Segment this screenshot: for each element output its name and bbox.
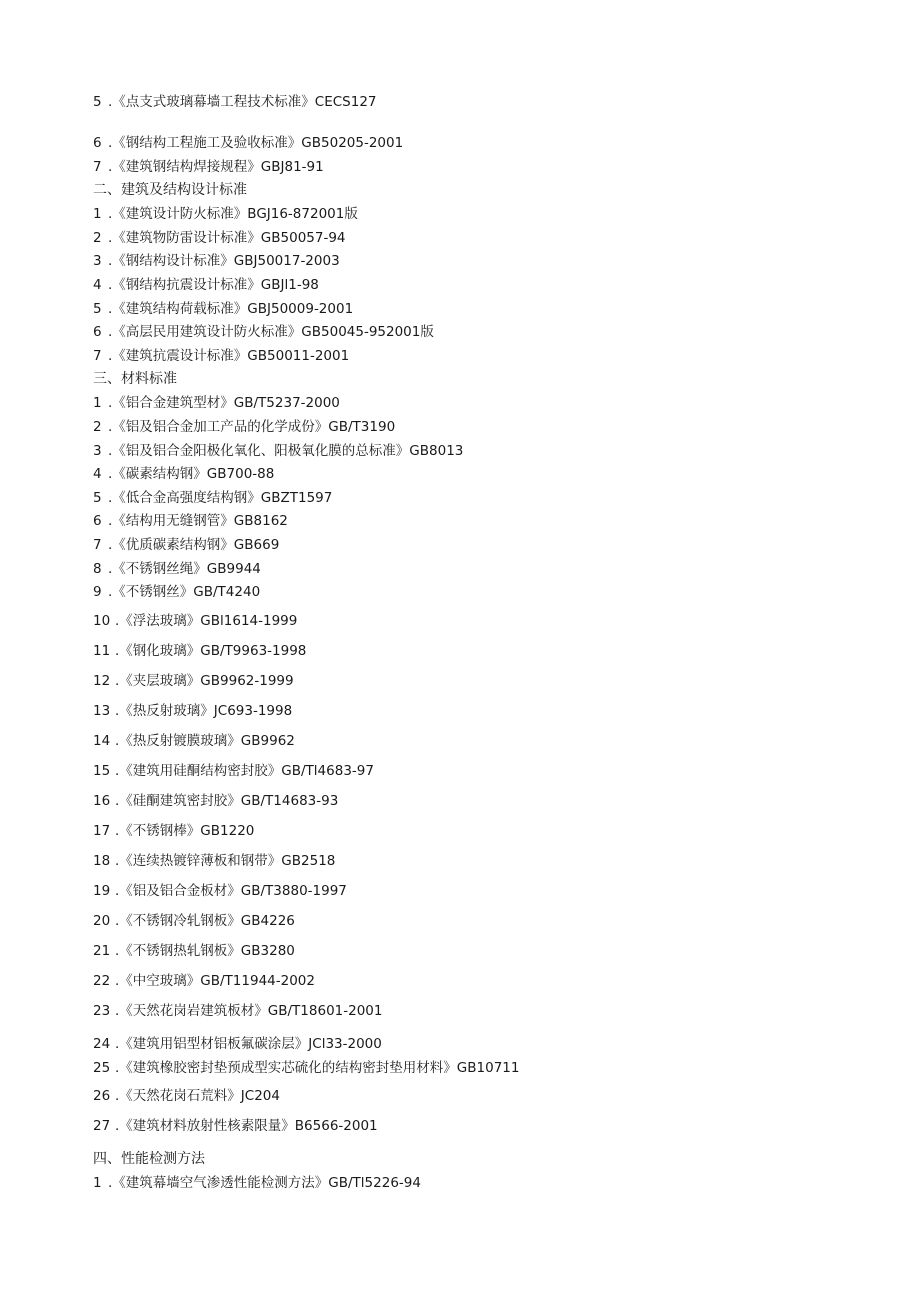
list-item-text: .《钢化玻璃》GB/T9963-1998 — [115, 643, 307, 659]
list-item-number: 7 — [93, 537, 102, 553]
list-item-text: .《夹层玻璃》GB9962-1999 — [115, 673, 294, 689]
list-item-text: .《热反射镀膜玻璃》GB9962 — [115, 733, 295, 749]
list-item-number: 13 — [93, 703, 111, 719]
list-item — [93, 732, 295, 750]
list-item-text: .《热反射玻璃》JC693-1998 — [115, 703, 293, 719]
list-item-text: .《铝及铝合金板材》GB/T3880-1997 — [115, 883, 347, 899]
list-item — [93, 1117, 378, 1135]
list-item-text: .《不锈钢丝绳》GB9944 — [108, 561, 261, 577]
list-item-text: .《铝合金建筑型材》GB/T5237-2000 — [108, 395, 340, 411]
list-item — [93, 672, 294, 690]
list-item — [93, 465, 274, 483]
list-item-number: 25 — [93, 1060, 111, 1076]
list-item-text: .《建筑钢结构焊接规程》GBJ81-91 — [108, 159, 324, 175]
list-item-number: 7 — [93, 348, 102, 364]
list-item-text: .《点支式玻璃幕墙工程技术标准》CECS127 — [108, 94, 377, 110]
list-item-number: 4 — [93, 466, 102, 482]
list-item-text: .《结构用无缝钢管》GB8162 — [108, 513, 288, 529]
list-item-text: .《钢结构设计标准》GBJ50017-2003 — [108, 253, 340, 269]
list-item-text: .《建筑幕墙空气渗透性能检测方法》GB/Tl5226-94 — [108, 1175, 421, 1191]
list-item — [93, 1087, 280, 1105]
list-item — [93, 205, 358, 223]
list-item-number: 18 — [93, 853, 111, 869]
list-item-number: 5 — [93, 94, 102, 110]
list-item — [93, 642, 306, 660]
list-item-number: 23 — [93, 1003, 111, 1019]
list-item — [93, 158, 324, 176]
list-item-text: .《不锈钢热轧钢板》GB3280 — [115, 943, 295, 959]
list-item-text: .《建筑设计防火标准》BGJ16-872001版 — [108, 206, 358, 222]
list-item — [93, 1059, 519, 1077]
list-item — [93, 852, 335, 870]
list-item-number: 2 — [93, 230, 102, 246]
list-item — [93, 536, 279, 554]
list-item-text: .《连续热镀锌薄板和钢带》GB2518 — [115, 853, 336, 869]
list-item — [93, 762, 374, 780]
list-item — [93, 347, 349, 365]
section-heading — [93, 181, 247, 199]
list-item-text: .《低合金高强度结构钢》GBZT1597 — [108, 490, 333, 506]
list-item — [93, 489, 332, 507]
list-item-text: .《优质碳素结构钢》GB669 — [108, 537, 280, 553]
list-item — [93, 1035, 382, 1053]
list-item-text: .《建筑用铝型材铝板氟碳涂层》JCl33-2000 — [115, 1036, 382, 1052]
list-item — [93, 323, 434, 341]
list-item — [93, 560, 261, 578]
list-item-number: 4 — [93, 277, 102, 293]
list-item-number: 10 — [93, 613, 111, 629]
section-heading-text: 二、建筑及结构设计标准 — [93, 182, 247, 198]
list-item — [93, 276, 319, 294]
list-item-number: 1 — [93, 206, 102, 222]
list-item — [93, 972, 315, 990]
list-item-text: .《建筑物防雷设计标准》GB50057-94 — [108, 230, 346, 246]
list-item-number: 9 — [93, 584, 102, 600]
list-item-number: 27 — [93, 1118, 111, 1134]
list-item-text: .《不锈钢冷轧钢板》GB4226 — [115, 913, 295, 929]
list-item-number: 1 — [93, 395, 102, 411]
list-item-number: 11 — [93, 643, 111, 659]
list-item — [93, 229, 346, 247]
list-item-text: .《不锈钢丝》GB/T4240 — [108, 584, 261, 600]
list-item — [93, 1002, 382, 1020]
list-item-text: .《建筑结构荷载标准》GBJ50009-2001 — [108, 301, 354, 317]
list-item — [93, 583, 260, 601]
list-item-number: 6 — [93, 135, 102, 151]
list-item-text: .《建筑用硅酮结构密封胶》GB/Tl4683-97 — [115, 763, 374, 779]
list-item-number: 5 — [93, 490, 102, 506]
list-item — [93, 418, 395, 436]
list-item-number: 3 — [93, 253, 102, 269]
list-item — [93, 394, 340, 412]
list-item-text: .《不锈钢棒》GB1220 — [115, 823, 255, 839]
list-item — [93, 1174, 421, 1192]
list-item — [93, 882, 347, 900]
list-item-number: 20 — [93, 913, 111, 929]
list-item — [93, 792, 338, 810]
list-item-number: 19 — [93, 883, 111, 899]
list-item — [93, 702, 292, 720]
list-item-text: .《建筑抗震设计标准》GB50011-2001 — [108, 348, 350, 364]
list-item-text: .《浮法玻璃》GBl1614-1999 — [115, 613, 298, 629]
list-item — [93, 252, 340, 270]
section-heading — [93, 370, 177, 388]
list-item-number: 21 — [93, 943, 111, 959]
list-item-text: .《建筑橡胶密封垫预成型实芯硫化的结构密封垫用材料》GB10711 — [115, 1060, 520, 1076]
list-item-text: .《钢结构抗震设计标准》GBJl1-98 — [108, 277, 319, 293]
list-item — [93, 134, 403, 152]
list-item-number: 8 — [93, 561, 102, 577]
list-item-text: .《铝及铝合金加工产品的化学成份》GB/T3190 — [108, 419, 396, 435]
list-item-text: .《碳素结构钢》GB700-88 — [108, 466, 275, 482]
list-item-number: 6 — [93, 513, 102, 529]
list-item-number: 3 — [93, 443, 102, 459]
list-item — [93, 512, 288, 530]
list-item-text: .《天然花岗岩建筑板材》GB/T18601-2001 — [115, 1003, 383, 1019]
list-item-text: .《高层民用建筑设计防火标准》GB50045-952001版 — [108, 324, 434, 340]
list-item-number: 24 — [93, 1036, 111, 1052]
list-item-number: 26 — [93, 1088, 111, 1104]
list-item-number: 15 — [93, 763, 111, 779]
list-item-number: 22 — [93, 973, 111, 989]
section-heading — [93, 1150, 205, 1168]
list-item — [93, 612, 297, 630]
list-item — [93, 942, 295, 960]
section-heading-text: 三、材料标准 — [93, 371, 177, 387]
list-item — [93, 442, 463, 460]
list-item-number: 6 — [93, 324, 102, 340]
list-item-number: 12 — [93, 673, 111, 689]
list-item-number: 1 — [93, 1175, 102, 1191]
section-heading-text: 四、性能检测方法 — [93, 1151, 205, 1167]
list-item-number: 17 — [93, 823, 111, 839]
list-item-text: .《建筑材料放射性核素限量》B6566-2001 — [115, 1118, 378, 1134]
list-item-text: .《铝及铝合金阳极化氧化、阳极氧化膜的总标准》GB8013 — [108, 443, 464, 459]
list-item-number: 2 — [93, 419, 102, 435]
list-item-text: .《钢结构工程施工及验收标准》GB50205-2001 — [108, 135, 404, 151]
list-item-text: .《中空玻璃》GB/T11944-2002 — [115, 973, 315, 989]
list-item — [93, 912, 295, 930]
list-item-text: .《天然花岗石荒料》JC204 — [115, 1088, 280, 1104]
list-item-text: .《硅酮建筑密封胶》GB/T14683-93 — [115, 793, 339, 809]
list-item-number: 14 — [93, 733, 111, 749]
list-item — [93, 300, 353, 318]
list-item-number: 5 — [93, 301, 102, 317]
list-item-number: 16 — [93, 793, 111, 809]
list-item — [93, 822, 254, 840]
list-item-number: 7 — [93, 159, 102, 175]
list-item — [93, 93, 377, 111]
